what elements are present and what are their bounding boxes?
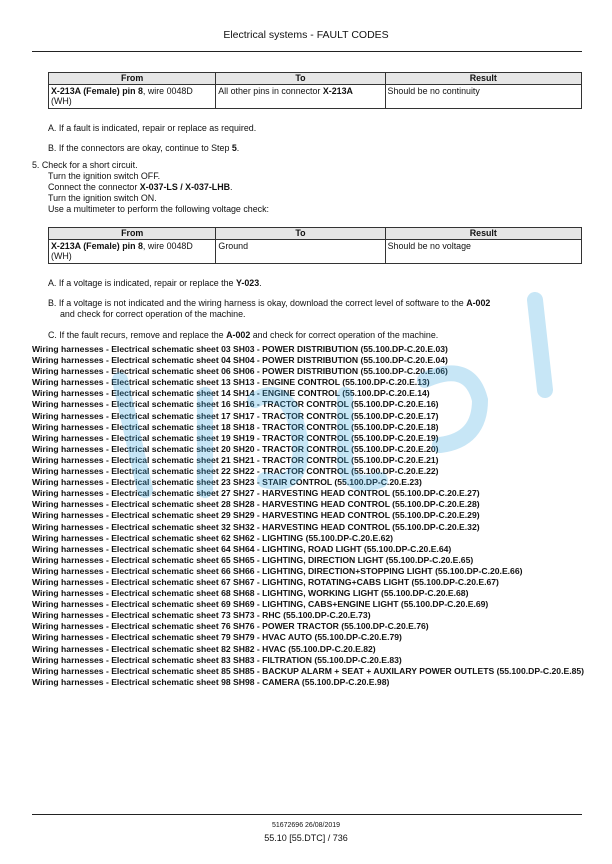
reference-link[interactable]: Wiring harnesses - Electrical schematic sheet 83 SH83 - FILTRATION (55.100.DP-C.20.E.83) xyxy=(32,654,402,665)
step5-action-b-cont: and check for correct operation of the machine. xyxy=(60,309,246,319)
reference-link[interactable]: Wiring harnesses - Electrical schematic sheet 21 SH21 - TRACTOR CONTROL (55.100.DP-C.20.E.21) xyxy=(32,454,439,465)
component-id: Y-023 xyxy=(235,278,260,288)
reference-link[interactable]: Wiring harnesses - Electrical schematic sheet 28 SH28 - HARVESTING HEAD CONTROL (55.100.DP-C.20.E.28) xyxy=(32,499,480,510)
reference-link[interactable]: Wiring harnesses - Electrical schematic sheet 73 SH73 - RHC (55.100.DP-C.20.E.73) xyxy=(32,610,371,621)
reference-link[interactable]: Wiring harnesses - Electrical schematic sheet 19 SH19 - TRACTOR CONTROL (55.100.DP-C.20.E.19) xyxy=(32,432,439,443)
reference-link[interactable]: Wiring harnesses - Electrical schematic sheet 22 SH22 - TRACTOR CONTROL (55.100.DP-C.20.E.22) xyxy=(32,466,439,477)
step5-line-4: Use a multimeter to perform the following voltage check: xyxy=(48,204,269,214)
step5-line-3: Turn the ignition switch ON. xyxy=(48,193,157,203)
step5-action-c: C. If the fault recurs, remove and replace the A-002 and check for correct operation of the machine. xyxy=(48,330,439,340)
reference-link[interactable]: Wiring harnesses - Electrical schematic sheet 76 SH76 - POWER TRACTOR (55.100.DP-C.20.E.76) xyxy=(32,621,429,632)
table-header-row xyxy=(49,228,582,240)
reference-link[interactable]: Wiring harnesses - Electrical schematic sheet 62 SH62 - LIGHTING (55.100.DP-C.20.E.62) xyxy=(32,532,394,543)
reference-link[interactable]: Wiring harnesses - Electrical schematic sheet 32 SH32 - HARVESTING HEAD CONTROL (55.100.DP-C.20.E.32) xyxy=(32,521,480,532)
step5-line-1: Turn the ignition switch OFF. xyxy=(48,171,161,181)
reference-link[interactable]: Wiring harnesses - Electrical schematic sheet 16 SH16 - TRACTOR CONTROL (55.100.DP-C.20.E.16) xyxy=(32,399,439,410)
reference-link[interactable]: Wiring harnesses - Electrical schematic sheet 29 SH29 - HARVESTING HEAD CONTROL (55.100.DP-C.20.E.29) xyxy=(32,510,480,521)
reference-link[interactable]: Wiring harnesses - Electrical schematic sheet 68 SH68 - LIGHTING, WORKING LIGHT (55.100.DP-C.20.E.68) xyxy=(32,588,469,599)
table-row xyxy=(49,84,582,108)
voltage-check-table xyxy=(48,227,582,264)
reference-link[interactable]: Wiring harnesses - Electrical schematic sheet 27 SH27 - HARVESTING HEAD CONTROL (55.100.DP-C.20.E.27) xyxy=(32,488,480,499)
result-cell: Should be no continuity xyxy=(385,84,581,108)
col-from-header: From xyxy=(49,228,216,240)
connector-id: X-037-LS / X-037-LHB xyxy=(139,182,231,192)
from-cell xyxy=(49,84,216,108)
step4-action-b: B. If the connectors are okay, continue to Step 5. xyxy=(48,143,240,153)
footer-rule xyxy=(32,814,582,815)
col-to-header: To xyxy=(216,73,385,85)
cross-reference-links xyxy=(32,344,584,688)
reference-link[interactable]: Wiring harnesses - Electrical schematic sheet 23 SH23 - STAIR CONTROL (55.100.DP-C.20.E.23) xyxy=(32,477,422,488)
step5-action-a: A. If a voltage is indicated, repair or replace the Y-023. xyxy=(48,278,262,288)
from-wire: , wire 0048D (WH) xyxy=(51,85,193,106)
reference-link[interactable]: Wiring harnesses - Electrical schematic sheet 04 SH04 - POWER DISTRIBUTION (55.100.DP-C.20.E.04) xyxy=(32,355,448,366)
to-cell xyxy=(216,84,385,108)
table-header-row xyxy=(49,73,582,85)
reference-link[interactable]: Wiring harnesses - Electrical schematic sheet 82 SH82 - HVAC (55.100.DP-C.20.E.82) xyxy=(32,643,376,654)
to-cell: Ground xyxy=(216,239,385,263)
document-id: 51672696 26/08/2019 xyxy=(271,822,341,829)
reference-link[interactable]: Wiring harnesses - Electrical schematic sheet 06 SH06 - POWER DISTRIBUTION (55.100.DP-C.20.E.06) xyxy=(32,366,448,377)
page-number: 55.10 [55.DTC] / 736 xyxy=(264,833,348,843)
col-to-header: To xyxy=(216,228,385,240)
reference-link[interactable]: Wiring harnesses - Electrical schematic sheet 64 SH64 - LIGHTING, ROAD LIGHT (55.100.DP-C.20.E.64) xyxy=(32,543,452,554)
step5-title: 5. Check for a short circuit. xyxy=(32,160,138,170)
component-id: A-002 xyxy=(226,330,251,340)
reference-link[interactable]: Wiring harnesses - Electrical schematic sheet 79 SH79 - HVAC AUTO (55.100.DP-C.20.E.79) xyxy=(32,632,402,643)
reference-link[interactable]: Wiring harnesses - Electrical schematic sheet 65 SH65 - LIGHTING, DIRECTION LIGHT (55.100.DP-C.20.E.65) xyxy=(32,554,474,565)
reference-link[interactable]: Wiring harnesses - Electrical schematic sheet 03 SH03 - POWER DISTRIBUTION (55.100.DP-C.20.E.03) xyxy=(32,344,448,354)
step5-action-b: B. If a voltage is not indicated and the wiring harness is okay, download the correct level of software to the A-002 xyxy=(48,298,491,308)
reference-link[interactable]: Wiring harnesses - Electrical schematic sheet 66 SH66 - LIGHTING, DIRECTION+STOPPING LIGHT (55.100.DP-C.20.E.66) xyxy=(32,565,523,576)
col-from-header: From xyxy=(49,73,216,85)
reference-link[interactable]: Wiring harnesses - Electrical schematic sheet 20 SH20 - TRACTOR CONTROL (55.100.DP-C.20.E.20) xyxy=(32,443,439,454)
to-text: All other pins in connector xyxy=(218,85,323,96)
from-connector: X-213A (Female) pin 8 xyxy=(51,240,143,251)
reference-link[interactable]: Wiring harnesses - Electrical schematic sheet 85 SH85 - BACKUP ALARM + SEAT + AUXILARY POWER OUTLETS (55.100.DP-C.20.E.85) xyxy=(32,665,584,676)
from-connector: X-213A (Female) pin 8 xyxy=(51,85,143,96)
reference-link[interactable]: Wiring harnesses - Electrical schematic sheet 69 SH69 - LIGHTING, CABS+ENGINE LIGHT (55.100.DP-C.20.E.69) xyxy=(32,599,489,610)
reference-link[interactable]: Wiring harnesses - Electrical schematic sheet 17 SH17 - TRACTOR CONTROL (55.100.DP-C.20.E.17) xyxy=(32,410,439,421)
step-link[interactable]: 5 xyxy=(231,143,237,153)
page-header: Electrical systems - FAULT CODES xyxy=(223,29,389,41)
col-result-header: Result xyxy=(385,73,581,85)
from-cell xyxy=(49,239,216,263)
to-connector: X-213A xyxy=(322,85,353,96)
reference-link[interactable]: Wiring harnesses - Electrical schematic sheet 98 SH98 - CAMERA (55.100.DP-C.20.E.98) xyxy=(32,676,390,687)
continuity-check-table xyxy=(48,72,582,109)
reference-link[interactable]: Wiring harnesses - Electrical schematic sheet 13 SH13 - ENGINE CONTROL (55.100.DP-C.20.E.13) xyxy=(32,377,430,388)
step5-line-2: Connect the connector X-037-LS / X-037-LHB. xyxy=(48,182,233,192)
reference-link[interactable]: Wiring harnesses - Electrical schematic sheet 67 SH67 - LIGHTING, ROTATING+CABS LIGHT (55.100.DP-C.20.E.67) xyxy=(32,576,499,587)
header-rule xyxy=(32,51,582,52)
step4-action-a: A. If a fault is indicated, repair or replace as required. xyxy=(48,123,257,133)
table-row xyxy=(49,239,582,263)
from-wire: , wire 0048D (WH) xyxy=(51,240,193,261)
result-cell: Should be no voltage xyxy=(385,239,581,263)
component-id: A-002 xyxy=(466,298,491,308)
col-result-header: Result xyxy=(385,228,581,240)
reference-link[interactable]: Wiring harnesses - Electrical schematic sheet 14 SH14 - ENGINE CONTROL (55.100.DP-C.20.E.14) xyxy=(32,388,430,399)
reference-link[interactable]: Wiring harnesses - Electrical schematic sheet 18 SH18 - TRACTOR CONTROL (55.100.DP-C.20.E.18) xyxy=(32,421,439,432)
